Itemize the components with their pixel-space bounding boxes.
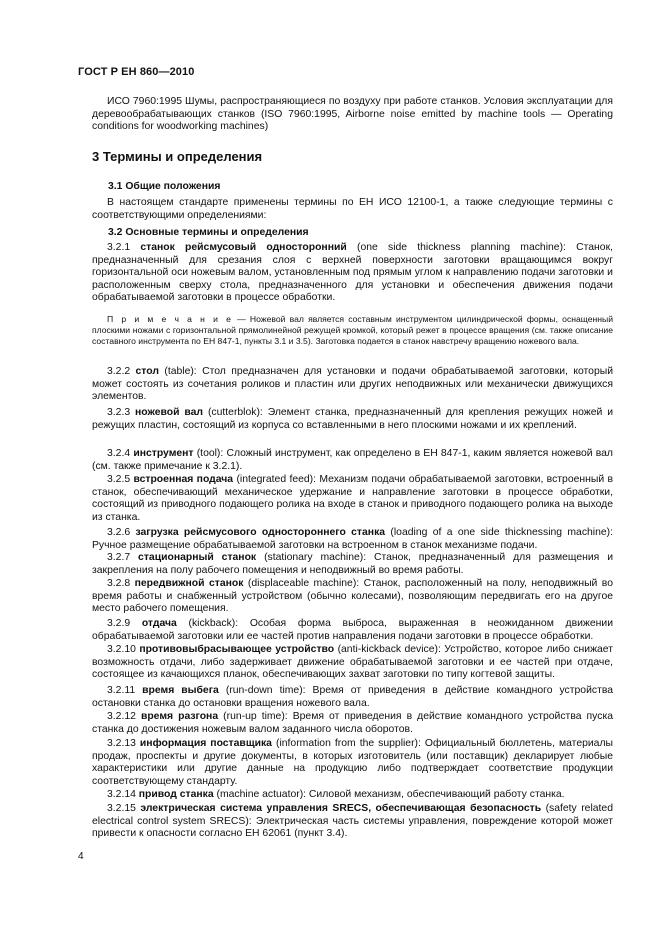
term-entry [92,474,613,524]
term-entry [92,685,613,710]
term-number: 3.2.8 [107,578,131,589]
term-name: стол [135,366,159,377]
term-name: электрическая система управления SRECS, обеспечивающая безопасность [140,803,542,814]
term-name: время выбега [142,685,219,696]
term-number: 3.2.15 [107,803,136,814]
term-entry [92,644,613,682]
note-label: П р и м е ч а н и е [107,314,233,324]
term-number: 3.2.11 [107,685,136,696]
term-entry [92,448,613,473]
term-name: стационарный станок [138,552,257,563]
term-definition: (one side thickness planning machine): Станок, предназначенный для срезания слоя с верхней поверхности заготовки вращающимся вокруг горизонтальной оси ножевым валом, установленным под прямым углом к направлению подачи заготовки и расположенным сверху стола, предназначенного для установки и обеспечения движения подачи обрабатываемой заготовки в процессе обработки. [92,242,613,303]
term-entry [92,242,613,305]
term-definition: (loading of a one side thicknessing machine): Ручное размещение обрабатываемой заготовки на встроенном в станок механизме подачи. [92,527,614,551]
term-definition: (kickback): Особая форма выброса, выраженная в неожиданном движении обрабатываемой заготовки или ее частей против направления подачи заготовки в процессе обработки. [92,618,614,642]
term-definition: (cutterblok): Элемент станка, предназначенный для крепления режущих ножей и режущих пластин, состоящий из корпуса со вставленными в него плоскими ножами и их креплений. [92,407,614,431]
term-definition: (anti-kickback device): Устройство, которое либо снижает возможность отдачи, либо задерживает движение обрабатываемой заготовки и ее частей при отдаче, состоящее из качающихся планок, обеспечивающих захват заготовки по типу когтевой защиты. [92,644,614,680]
page-number: 4 [78,851,84,862]
term-name: передвижной станок [134,578,244,589]
term-entry [92,366,613,404]
term-number: 3.2.2 [107,366,131,377]
term-entry [92,803,613,841]
term-name: информация поставщика [139,738,272,749]
term-entry [92,552,613,577]
term-number: 3.2.4 [107,448,131,459]
document-header: ГОСТ Р ЕН 860—2010 [78,66,195,78]
subsection-title-general: 3.1 Общие положения [108,181,221,192]
term-name: привод станка [138,789,214,800]
term-name: время разгона [140,711,219,722]
term-number: 3.2.5 [107,474,131,485]
intro-paragraph: В настоящем стандарте применены термины по ЕН ИСО 12100-1, а также следующие термины с соответствующими определениями: [92,197,613,221]
term-number: 3.2.13 [107,738,136,749]
term-definition: (displaceable machine): Станок, расположенный на полу, неподвижный во время работы и снабженный устройством (обычно колесами), позволяющим передвигать его на другое место рабочего помещения. [92,578,613,614]
term-number: 3.2.7 [107,552,131,563]
term-name: встроенная подача [133,474,234,485]
term-definition: (integrated feed): Механизм подачи обрабатываемой заготовки, встроенный в станок, обеспечивающий механическое удержание и направление заготовки в процессе обработки, состоящий из приводного подающего ролика на входе в станок и приводного подающего ролика на выходе из станка. [92,474,613,523]
term-number: 3.2.9 [107,618,131,629]
term-number: 3.2.14 [107,789,136,800]
term-definition: (information from the supplier): Официальный бюллетень, материалы продаж, проспекты и другие документы, в которых изготовитель (или поставщик) декларирует любые характеристики или другие данные на продукцию либо подтверждает соответствие продукции соответствующему стандарту. [92,738,613,787]
term-entry [92,711,613,736]
term-number: 3.2.3 [107,407,131,418]
term-definition: (stationary machine): Станок, предназначенный для размещения и закрепления на полу рабочего помещения и неподвижный во время работы. [92,552,613,576]
term-entry [92,789,613,802]
term-definition: (tool): Сложный инструмент, как определено в ЕН 847-1, каким является ножевой вал (см. также примечание к 3.2.1). [92,448,613,472]
term-definition: (table): Стол предназначен для установки и подачи обрабатываемой заготовки, который может состоять из сочетания роликов и пластин или других неподвижных или механически движущихся элементов. [92,366,614,402]
term-definition: (run-down time): Время от приведения в действие командного устройства остановки станка до остановки вращения ножевого вала. [92,685,614,709]
term-name: отдача [141,618,177,629]
term-number: 3.2.6 [107,527,131,538]
term-name: станок рейсмусовый односторонний [140,242,347,253]
term-entry [92,578,613,616]
term-definition: (safety related electrical control system SRECS): Электрическая часть системы управления, повреждение которой может привести к опасности согласно ЕН 62061 (пункт 3.4). [92,803,613,839]
note-text: — Ножевой вал является составным инструментом цилиндрической формы, оснащенный плоскими ножами с горизонтальной прямолинейной режущей кромкой, который режет в процессе вращения (см. также описание составного инструмента по ЕН 847-1, пункты 3.1 и 3.5). Заготовка подается в станок навстречу вращению ножевого вала. [92,314,613,346]
term-entry [92,738,613,788]
term-number: 3.2.12 [107,711,136,722]
term-entry [92,527,613,552]
note-paragraph [92,314,613,347]
subsection-title-terms: 3.2 Основные термины и определения [108,227,309,238]
term-name: противовыбрасывающее устройство [139,644,335,655]
term-name: загрузка рейсмусового одностороннего станка [135,527,386,538]
section-title: 3 Термины и определения [92,149,263,164]
term-entry [92,407,613,432]
term-definition: (machine actuator): Силовой механизм, обеспечивающий работу станка. [216,789,565,800]
term-name: инструмент [133,448,194,459]
term-definition: (run-up time): Время от приведения в действие командного устройства пуска станка до достижения ножевым валом заданного числа оборотов. [92,711,613,735]
term-number: 3.2.1 [107,242,131,253]
term-entry [92,618,613,643]
term-number: 3.2.10 [107,644,136,655]
reference-paragraph: ИСО 7960:1995 Шумы, распространяющиеся по воздуху при работе станков. Условия эксплуатации для деревообрабатывающих станков (ISO 7960:1995, Airborne noise emitted by machine tools — Operating conditions for woodworking machines) [92,96,613,132]
term-name: ножевой вал [135,407,204,418]
